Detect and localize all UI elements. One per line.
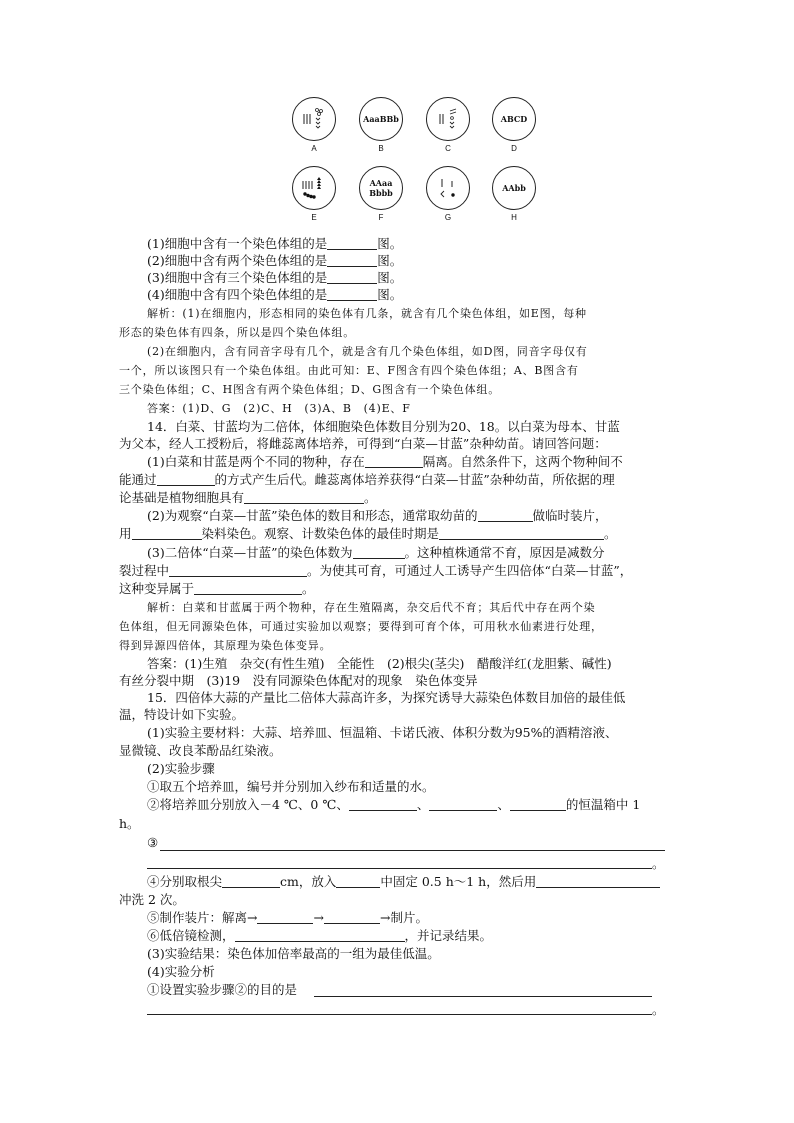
q14-text: 裂过程中 <box>119 563 170 578</box>
q13-sub4-suffix: 图。 <box>377 287 403 302</box>
q14-p2 <box>119 526 617 542</box>
cell-f-circle <box>359 166 403 210</box>
q13-sub1 <box>147 236 402 252</box>
q14-text: 隔离。自然条件下，这两个物种间不 <box>422 454 623 469</box>
q14-text: 。为使其可育，可通过人工诱导产生四倍体“白菜—甘蓝”， <box>307 563 633 578</box>
q15-result: (3)实验结果：染色体加倍率最高的一组为最佳低温。 <box>147 946 440 961</box>
q15-steps-title: (2)实验步骤 <box>147 761 215 776</box>
cell-label: A <box>311 144 317 153</box>
q13-analysis-line: 形态的染色体有四条，所以是四个染色体组。 <box>119 326 355 339</box>
cell-label: C <box>445 144 451 153</box>
q15-step2: h。 <box>119 816 140 831</box>
answer-line[interactable] <box>160 850 665 851</box>
answer-blank[interactable] <box>353 545 405 559</box>
answer-blank[interactable] <box>244 490 364 504</box>
q15-step1: ①取五个培养皿，编号并分别加入纱布和适量的水。 <box>147 779 435 794</box>
q15-stem: 15．四倍体大蒜的产量比二倍体大蒜高许多，为探究诱导大蒜染色体数目加倍的最佳低 <box>147 690 626 705</box>
q14-text: 。这种植株通常不育，原因是减数分 <box>404 545 605 560</box>
q15-analysis-title: (4)实验分析 <box>147 964 215 979</box>
answer-blank[interactable] <box>169 563 307 577</box>
cell-label: F <box>378 213 384 222</box>
q14-text: (2)为观察“白菜—甘蓝”染色体的数目和形态，通常取幼苗的 <box>147 508 478 523</box>
q13-sub2-text: (2)细胞中含有两个染色体组的是 <box>147 253 328 268</box>
q15-text: ⑥低倍镜检测， <box>147 928 235 943</box>
q15-step3: ③ <box>147 835 159 850</box>
chromosome-icon <box>298 172 330 204</box>
q15-stem: 温，特设计如下实验。 <box>119 707 245 722</box>
q13-sub3 <box>147 270 402 286</box>
answer-line[interactable] <box>147 868 652 869</box>
cell-a <box>288 97 340 154</box>
answer-blank[interactable] <box>365 454 423 468</box>
q14-p1 <box>147 454 623 470</box>
cell-genotype: AaaBBb <box>363 114 399 124</box>
q14-text: 。 <box>364 490 377 505</box>
q13-analysis-line: 解析：(1)在细胞内，形态相同的染色体有几条，就含有几个染色体组，如E图，每种 <box>147 307 587 320</box>
q14-p1 <box>119 472 615 488</box>
chromosome-icon <box>433 104 463 134</box>
cell-b <box>355 97 407 154</box>
cell-c <box>422 97 474 154</box>
cell-e-circle <box>292 166 336 210</box>
q15-materials: (1)实验主要材料：大蒜、培养皿、恒温箱、卡诺氏液、体积分数为95%的酒精溶液、 <box>147 725 618 740</box>
chromosome-figure <box>280 97 550 237</box>
q13-answer: 答案：(1)D、G (2)C、H (3)A、B (4)E、F <box>147 402 411 415</box>
answer-line[interactable] <box>314 996 652 997</box>
q13-analysis-line: 一个，所以该图只有一个染色体组。由此可知：E、F图含有四个染色体组；A、B图含有 <box>119 364 579 377</box>
q14-p1 <box>119 490 377 506</box>
chromosome-icon <box>433 173 463 203</box>
chromosome-icon <box>299 104 329 134</box>
answer-blank[interactable] <box>536 874 660 888</box>
q14-text: 的方式产生后代。雌蕊离体培养获得“白菜—甘蓝”杂种幼苗，所依据的理 <box>214 472 615 487</box>
answer-blank[interactable] <box>222 874 280 888</box>
cell-label: H <box>511 213 517 222</box>
q15-text: cm，放入 <box>280 874 337 889</box>
q15-text: 、 <box>416 797 430 812</box>
q13-sub3-suffix: 图。 <box>377 270 403 285</box>
q15-analysis1-end: 。 <box>652 1002 665 1017</box>
q14-text: 。 <box>604 526 617 541</box>
q15-text: →制片。 <box>379 910 428 925</box>
q14-text: 做临时装片， <box>532 508 608 523</box>
q13-sub2-suffix: 图。 <box>377 253 403 268</box>
cell-genotype: AAaa <box>369 178 393 188</box>
cell-h <box>488 166 540 223</box>
answer-blank[interactable] <box>349 797 417 811</box>
q13-sub4 <box>147 287 402 303</box>
q14-text: 论基础是植物细胞具有 <box>119 490 245 505</box>
q14-stem: 为父本，经人工授粉后，将雌蕊离体培养，可得到“白菜—甘蓝”杂种幼苗。请回答问题： <box>119 436 607 451</box>
cell-label: B <box>378 144 384 153</box>
q15-step4: 冲洗 2 次。 <box>119 892 185 907</box>
cell-label: E <box>311 213 317 222</box>
q13-analysis-line: 三个染色体组；C、H图含有两个染色体组；D、G图含有一个染色体组。 <box>119 383 501 396</box>
answer-blank[interactable] <box>510 797 566 811</box>
cell-f <box>355 166 407 223</box>
q14-stem: 14．白菜、甘蓝均为二倍体，体细胞染色体数目分别为20、18。以白菜为母本、甘蓝 <box>147 419 620 434</box>
q14-analysis-line: 色体组，但无同源染色体，可通过实验加以观察；要得到可育个体，可用秋水仙素进行处理， <box>119 620 603 633</box>
q14-analysis-line: 得到异源四倍体，其原理为染色体变异。 <box>119 639 332 652</box>
cell-label: D <box>511 144 517 153</box>
q14-p3 <box>147 545 605 561</box>
q14-p2 <box>147 508 608 524</box>
answer-blank[interactable] <box>324 910 380 924</box>
q15-step3-end: 。 <box>652 856 665 871</box>
q14-p3 <box>119 581 315 597</box>
answer-blank[interactable] <box>132 526 202 540</box>
q13-analysis-line: (2)在细胞内，含有同音字母有几个，就是含有几个染色体组，如D图，同音字母仅有 <box>147 345 588 358</box>
q15-text: 的恒温箱中 1 <box>565 797 641 812</box>
answer-blank[interactable] <box>157 472 215 486</box>
cell-a-circle <box>292 97 336 141</box>
cell-label: G <box>444 213 452 222</box>
q13-sub1-suffix: 图。 <box>377 236 403 251</box>
cell-genotype: ABCD <box>500 114 528 124</box>
answer-blank[interactable] <box>257 910 313 924</box>
answer-blank[interactable] <box>327 253 377 267</box>
q14-p3 <box>119 563 632 579</box>
answer-blank[interactable] <box>235 928 405 942</box>
answer-blank[interactable] <box>327 270 377 284</box>
q14-text: 染料染色。观察、计数染色体的最佳时期是 <box>201 526 440 541</box>
q14-text: 这种变异属于 <box>119 581 195 596</box>
q14-text: 用 <box>119 526 132 541</box>
answer-blank[interactable] <box>439 526 604 540</box>
cell-b-circle <box>359 97 403 141</box>
q14-text: (3)二倍体“白菜—甘蓝”的染色体数为 <box>147 545 353 560</box>
q13-sub3-text: (3)细胞中含有三个染色体组的是 <box>147 270 328 285</box>
q15-step6 <box>147 928 492 944</box>
cell-genotype: Bbbb <box>369 188 393 198</box>
cell-d-circle <box>492 97 536 141</box>
answer-blank[interactable] <box>194 581 302 595</box>
q15-text: ⑤制作装片：解离→ <box>147 910 258 925</box>
q15-text: 中固定 0.5 h～1 h，然后用 <box>380 874 537 889</box>
answer-blank[interactable] <box>336 874 380 888</box>
cell-h-circle <box>492 166 536 210</box>
q14-text: (1)白菜和甘蓝是两个不同的物种，存在 <box>147 454 365 469</box>
answer-blank[interactable] <box>327 287 377 301</box>
answer-blank[interactable] <box>429 797 497 811</box>
q15-text: ，并记录结果。 <box>404 928 493 943</box>
q14-text: 。 <box>302 581 315 596</box>
cell-g-circle <box>426 166 470 210</box>
q15-text: ④分别取根尖 <box>147 874 223 889</box>
q14-answer: 有丝分裂中期 (3)19 没有同源染色体配对的现象 染色体变异 <box>119 673 478 688</box>
q15-step2 <box>147 797 640 813</box>
cell-e <box>288 166 340 223</box>
q14-analysis-line: 解析：白菜和甘蓝属于两个物种，存在生殖隔离，杂交后代不育；其后代中存在两个染 <box>147 601 596 614</box>
q15-analysis1: ①设置实验步骤②的目的是 <box>147 982 298 997</box>
q15-step4 <box>147 874 660 890</box>
q13-sub2 <box>147 253 402 269</box>
q15-materials: 显微镜、改良苯酚品红染液。 <box>119 743 282 758</box>
cell-g <box>422 166 474 223</box>
answer-blank[interactable] <box>327 236 377 250</box>
q13-sub4-text: (4)细胞中含有四个染色体组的是 <box>147 287 328 302</box>
answer-blank[interactable] <box>478 508 533 522</box>
cell-d <box>488 97 540 154</box>
q15-text: ②将培养皿分别放入－4 ℃、0 ℃、 <box>147 797 349 812</box>
q14-text: 能通过 <box>119 472 157 487</box>
q14-answer: 答案：(1)生殖 杂交(有性生殖) 全能性 (2)根尖(茎尖) 醋酸洋红(龙胆紫、碱性) <box>147 656 612 671</box>
answer-line[interactable] <box>147 1014 652 1015</box>
q13-sub1-text: (1)细胞中含有一个染色体组的是 <box>147 236 328 251</box>
cell-genotype: AAbb <box>502 183 526 193</box>
q15-text: 、 <box>497 797 510 812</box>
cell-c-circle <box>426 97 470 141</box>
arrow-icon: → <box>313 910 324 925</box>
q15-step5 <box>147 910 428 926</box>
